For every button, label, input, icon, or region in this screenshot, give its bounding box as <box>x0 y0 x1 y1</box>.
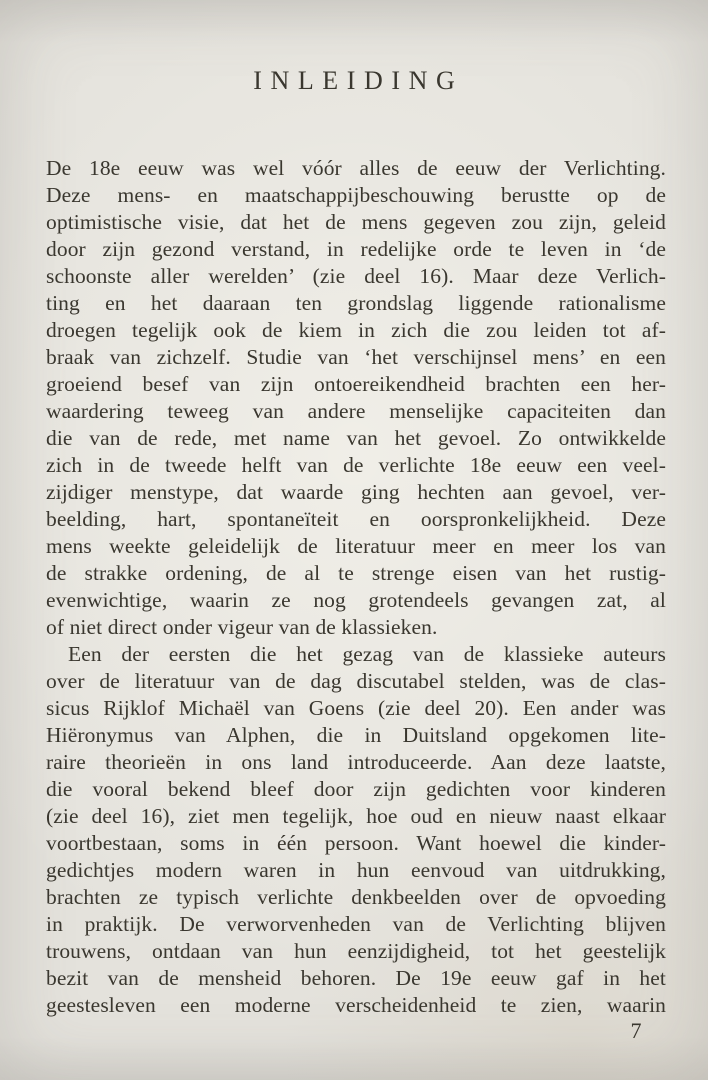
text-line: mens weekte geleidelijk de literatuur meer en meer los van <box>46 534 666 558</box>
text-line: Deze mens- en maatschappijbeschouwing berustte op de <box>46 183 666 207</box>
text-line: of niet direct onder vigeur van de klassieken. <box>46 615 438 639</box>
text-line: zijdiger menstype, dat waarde ging hechten aan gevoel, ver- <box>46 480 666 504</box>
text-line: evenwichtige, waarin ze nog grotendeels gevangen zat, al <box>46 588 666 612</box>
text-line: die van de rede, met name van het gevoel. Zo ontwikkelde <box>46 426 666 450</box>
text-line: over de literatuur van de dag discutabel stelden, was de clas- <box>46 669 666 693</box>
text-line: geestesleven een moderne verscheidenheid te zien, waarin <box>46 993 666 1017</box>
text-line: groeiend besef van zijn ontoereikendheid brachten een her- <box>46 372 666 396</box>
text-line: beelding, hart, spontaneïteit en oorspronkelijkheid. Deze <box>46 507 666 531</box>
text-line: die vooral bekend bleef door zijn gedichten voor kinderen <box>46 777 666 801</box>
text-line: voortbestaan, soms in één persoon. Want hoewel die kinder- <box>46 831 666 855</box>
text-line: optimistische visie, dat het de mens gegeven zou zijn, geleid <box>46 210 666 234</box>
text-block <box>46 155 666 1019</box>
text-line: bezit van de mensheid behoren. De 19e eeuw gaf in het <box>46 966 666 990</box>
text-line: (zie deel 16), ziet men tegelijk, hoe oud en nieuw naast elkaar <box>46 804 666 828</box>
text-line: gedichtjes modern waren in hun eenvoud van uitdrukking, <box>46 858 666 882</box>
text-line: door zijn gezond verstand, in redelijke orde te leven in ‘de <box>46 237 666 261</box>
text-line: de strakke ordening, de al te strenge eisen van het rustig- <box>46 561 666 585</box>
text-line: Hiëronymus van Alphen, die in Duitsland opgekomen lite- <box>46 723 666 747</box>
text-line: ting en het daaraan ten grondslag liggende rationalisme <box>46 291 666 315</box>
page-title: INLEIDING <box>253 66 464 95</box>
text-line: schoonste aller werelden’ (zie deel 16). Maar deze Verlich- <box>46 264 666 288</box>
text-line: sicus Rijklof Michaël van Goens (zie deel 20). Een ander was <box>46 696 666 720</box>
text-line: braak van zichzelf. Studie van ‘het verschijnsel mens’ en een <box>46 345 666 369</box>
text-line: De 18e eeuw was wel vóór alles de eeuw der Verlichting. <box>46 156 666 180</box>
text-line: zich in de tweede helft van de verlichte 18e eeuw een veel- <box>46 453 666 477</box>
text-line: trouwens, ontdaan van hun eenzijdigheid, tot het geestelijk <box>46 939 666 963</box>
text-line: brachten ze typisch verlichte denkbeelden over de opvoeding <box>46 885 666 909</box>
text-line: waardering teweeg van andere menselijke capaciteiten dan <box>46 399 666 423</box>
page-number: 7 <box>630 1018 642 1043</box>
text-line: Een der eersten die het gezag van de klassieke auteurs <box>68 642 666 666</box>
text-line: in praktijk. De verworvenheden van de Verlichting blijven <box>46 912 666 936</box>
text-line: droegen tegelijk ook de kiem in zich die zou leiden tot af- <box>46 318 666 342</box>
text-line: raire theorieën in ons land introduceerde. Aan deze laatste, <box>46 750 666 774</box>
